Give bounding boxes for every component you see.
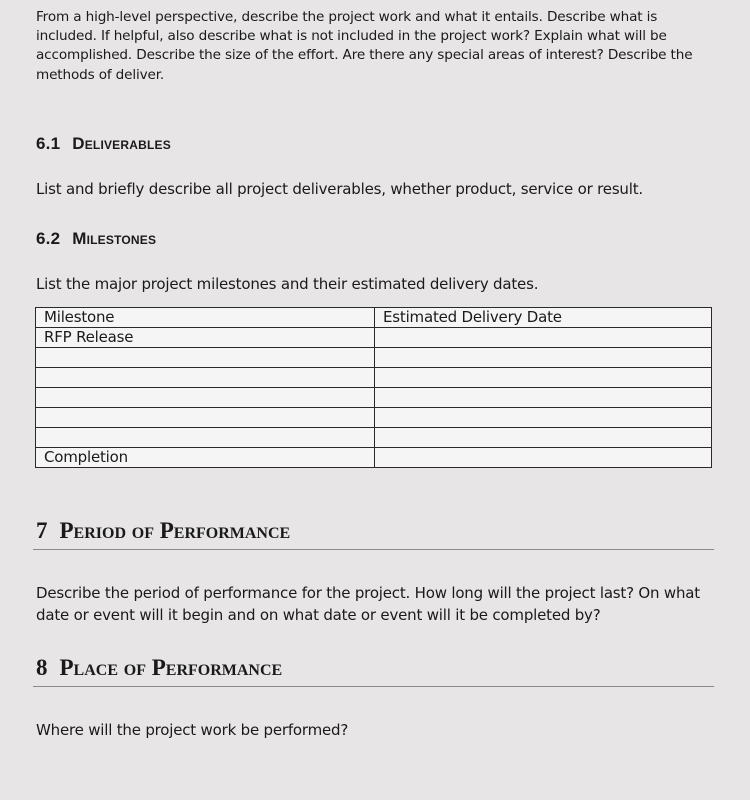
milestone-cell[interactable] <box>36 368 375 388</box>
column-header-estimated-delivery-date: Estimated Delivery Date <box>375 308 712 328</box>
deliverables-paragraph: List and briefly describe all project deliverables, whether product, service or result. <box>36 180 643 198</box>
milestone-cell[interactable]: RFP Release <box>36 328 375 348</box>
delivery-date-cell[interactable] <box>375 388 712 408</box>
place-paragraph: Where will the project work be performed? <box>36 721 349 739</box>
section-number: 6.1 <box>36 134 61 153</box>
section-number: 7 <box>36 518 48 543</box>
section-heading-milestones <box>36 228 156 250</box>
delivery-date-cell[interactable] <box>375 448 712 468</box>
milestone-cell[interactable] <box>36 388 375 408</box>
milestones-paragraph: List the major project milestones and their estimated delivery dates. <box>36 275 539 293</box>
section-title: Place of Performance <box>59 655 283 680</box>
section-title: Deliverables <box>72 134 171 153</box>
section-title: Milestones <box>72 229 157 248</box>
delivery-date-cell[interactable] <box>375 408 712 428</box>
section-title: Period of Performance <box>59 518 291 543</box>
delivery-date-cell[interactable] <box>375 328 712 348</box>
delivery-date-cell[interactable] <box>375 348 712 368</box>
section-heading-place-of-performance <box>36 653 282 683</box>
heading-divider <box>33 686 714 687</box>
table-row <box>36 368 712 388</box>
milestone-cell[interactable]: Completion <box>36 448 375 468</box>
section-heading-deliverables <box>36 133 171 155</box>
period-paragraph: Describe the period of performance for the project. How long will the project last? On what date or event will it begin and on what date or event will it be completed by? <box>36 584 700 624</box>
delivery-date-cell[interactable] <box>375 368 712 388</box>
milestone-cell[interactable] <box>36 428 375 448</box>
section-number: 6.2 <box>36 229 61 248</box>
heading-divider <box>33 549 714 550</box>
section-number: 8 <box>36 655 48 680</box>
table-row <box>36 428 712 448</box>
table-row <box>36 408 712 428</box>
intro-paragraph: From a high-level perspective, describe the project work and what it entails. Describe what is included. If helpful, also describe what is not included in the project work? Explain what will be accomplished. Describe the size of the effort. Are there any special areas of interest? Describe the methods of deliver. <box>36 9 693 83</box>
table-row <box>36 388 712 408</box>
table-row <box>36 448 712 468</box>
milestone-cell[interactable] <box>36 408 375 428</box>
table-row <box>36 348 712 368</box>
section-heading-period-of-performance <box>36 516 290 546</box>
delivery-date-cell[interactable] <box>375 428 712 448</box>
milestones-table <box>35 307 712 468</box>
column-header-milestone: Milestone <box>36 308 375 328</box>
table-row <box>36 328 712 348</box>
milestone-cell[interactable] <box>36 348 375 368</box>
table-header-row <box>36 308 712 328</box>
